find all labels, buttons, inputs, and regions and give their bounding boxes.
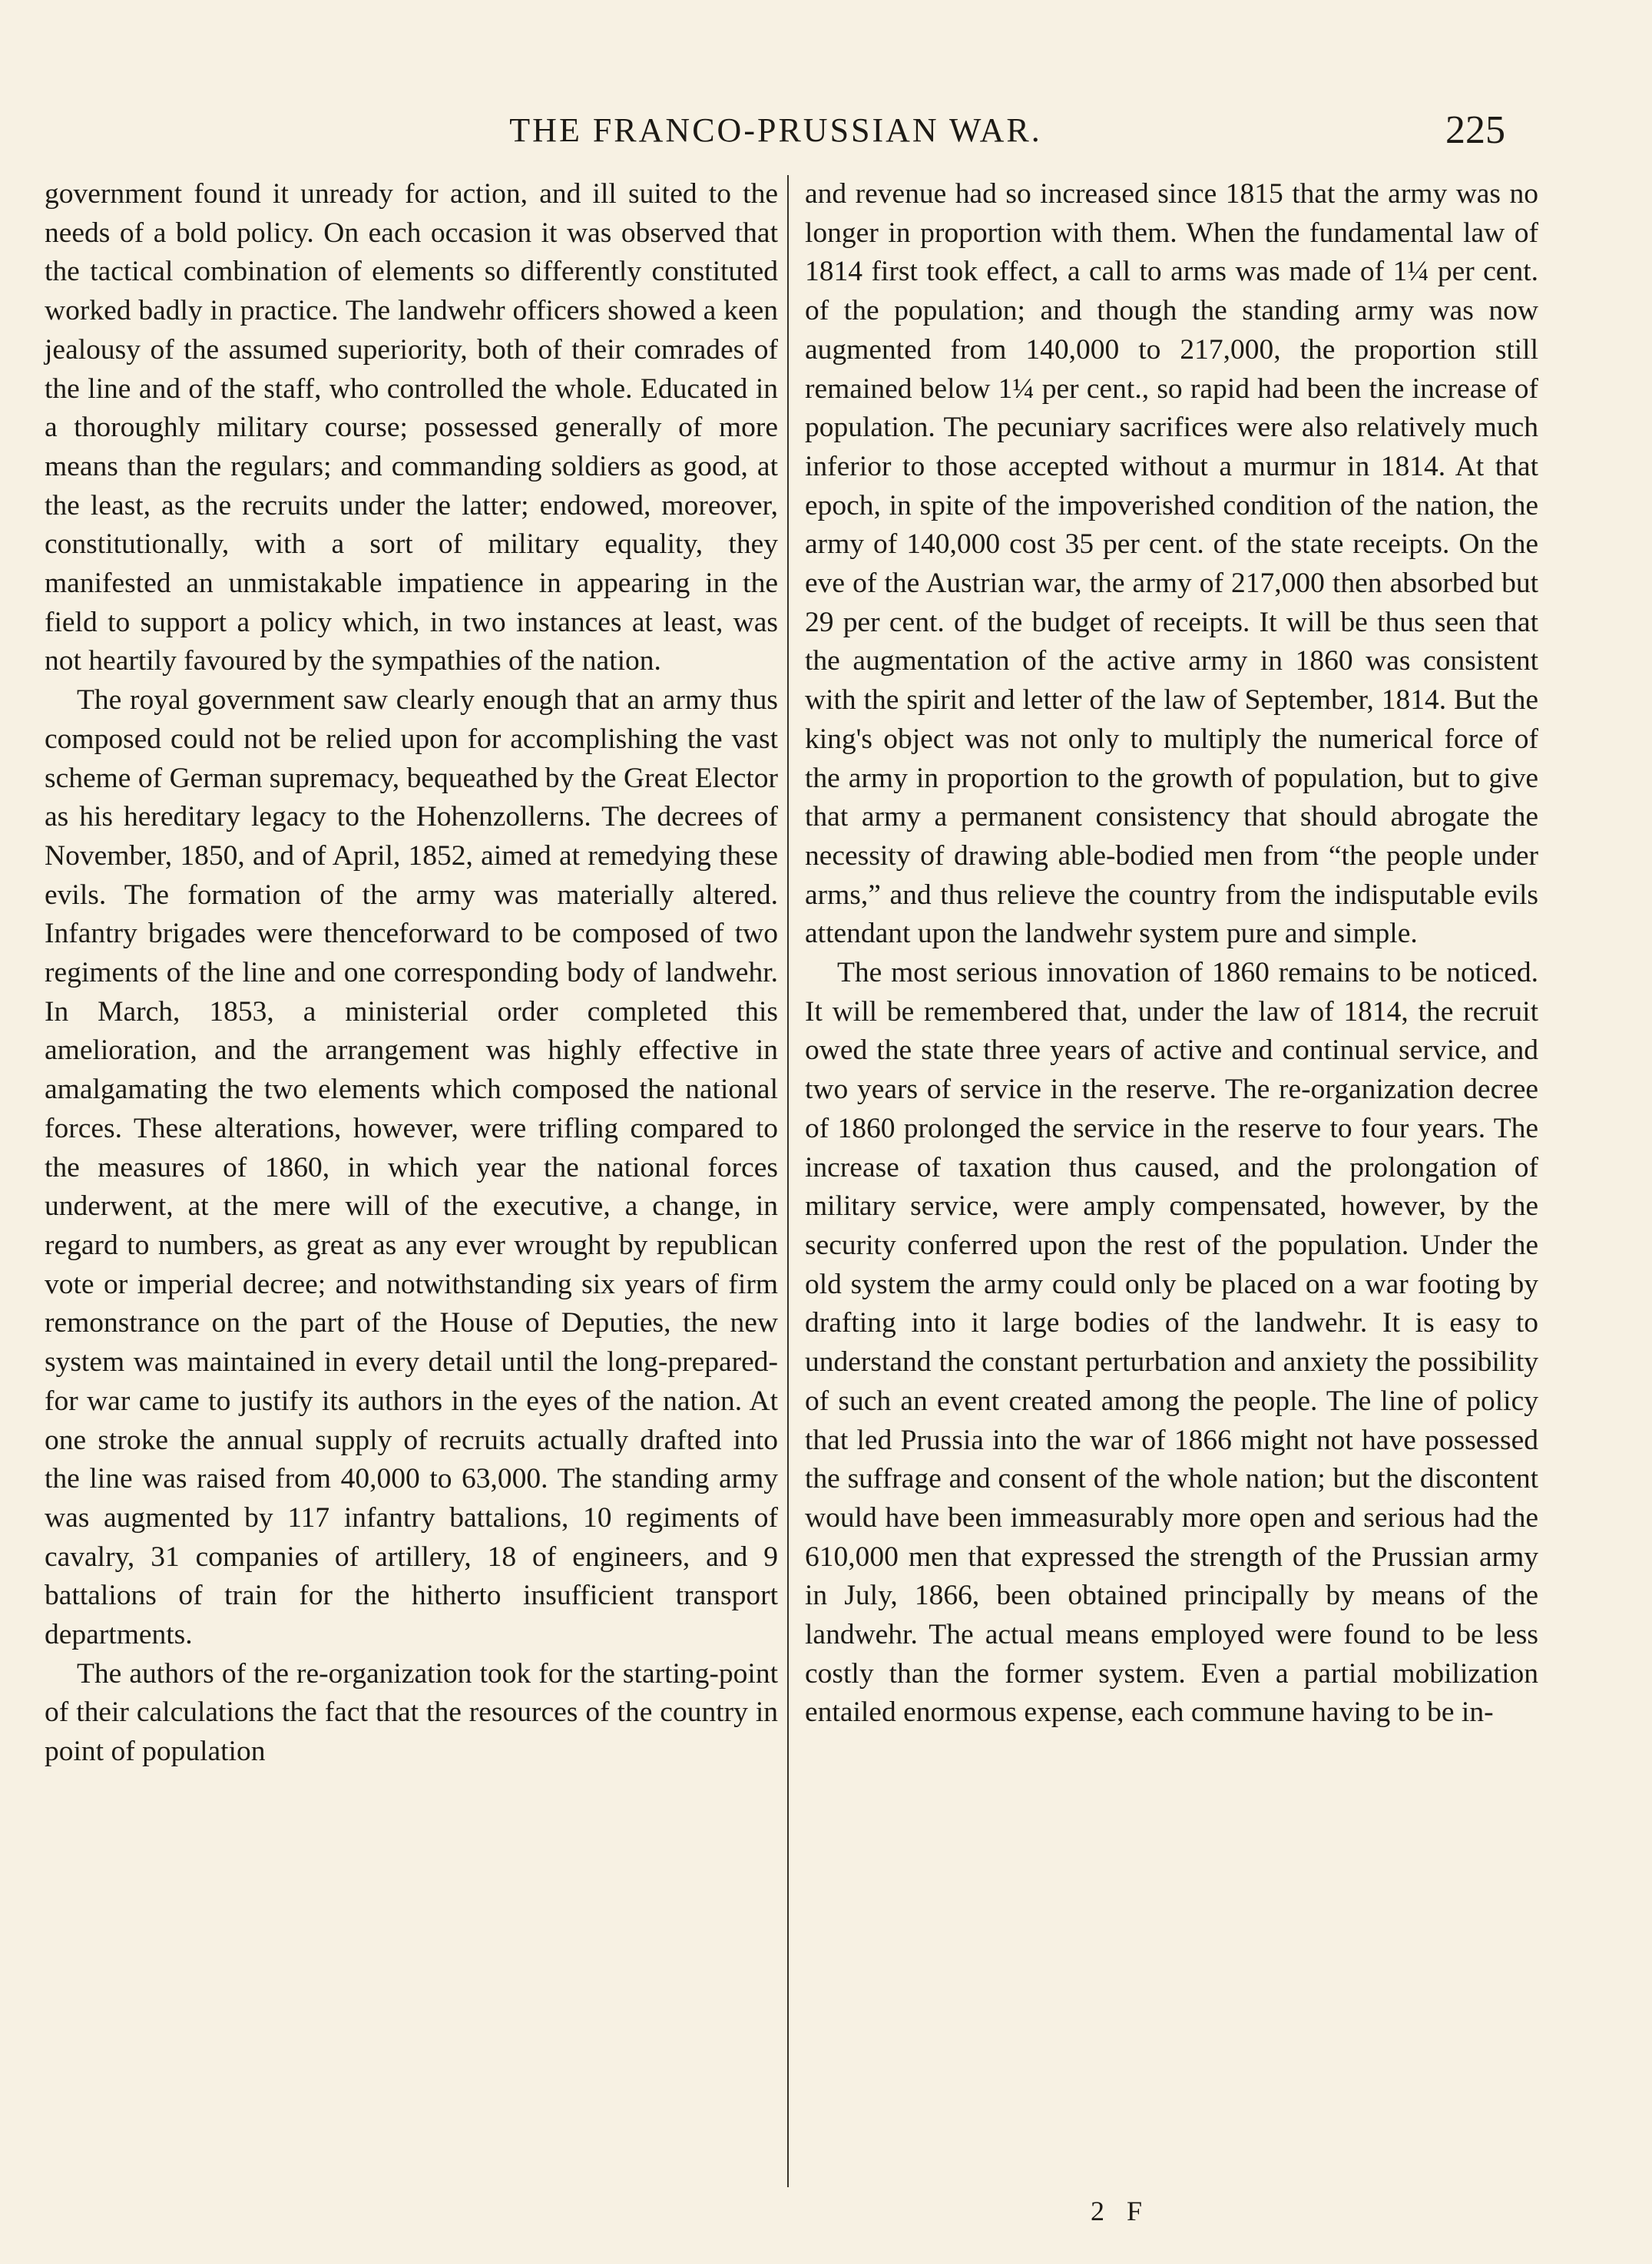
running-title: THE FRANCO-PRUSSIAN WAR. [509,111,1042,149]
paragraph: government found it unready for action, and ill suited to the needs of a bold policy. On each occasion it was observed that the tactical combination of elements so differently constituted worked badly in practice. The landwehr officers showed a keen jealousy of the assumed superiority, both of their comrades of the line and of the staff, who controlled the whole. Educated in a thoroughly military course; possessed generally of more means than the regulars; and commanding soldiers as good, at the least, as the recruits under the latter; endowed, moreover, constitutionally, with a sort of military equality, they manifested an unmistakable impatience in appearing in the field to support a policy which, in two instances at least, was not heartily favoured by the sympathies of the nation. [45,178,778,677]
signature-mark: 2 F [1091,2196,1150,2226]
page-header [46,108,1505,154]
paragraph: The most serious innovation of 1860 remains to be noticed. It will be remembered that, under the law of 1814, the recruit owed the state three years of active and continual service, and two years of service in the reserve. The re-organization decree of 1860 prolonged the service in the reserve to four years. The increase of taxation thus caused, and the prolongation of military service, were amply compensated, however, by the security conferred upon the rest of the population. Under the old system the army could only be placed on a war footing by drafting into it large bodies of the landwehr. It is easy to understand the constant perturbation and anxiety the possibility of such an event created among the people. The line of policy that led Prussia into the war of 1866 might not have possessed the suffrage and consent of the whole nation; but the discontent would have been immeasurably more open and serious had the 610,000 men that expressed the strength of the Prussian army in July, 1866, been obtained principally by means of the landwehr. The actual means employed were found to be less costly than the former system. Even a partial mobilization entailed enormous expense, each commune having to be in- [805,957,1538,1729]
left-column [45,175,778,1772]
paragraph: The royal government saw clearly enough that an army thus composed could not be relied upon for accomplishing the vast scheme of German supremacy, bequeathed by the Great Elector as his hereditary legacy to the Hohenzollerns. The decrees of November, 1850, and of April, 1852, aimed at remedying these evils. The formation of the army was materially altered. Infantry brigades were thenceforward to be composed of two regiments of the line and one corresponding body of landwehr. In March, 1853, a ministerial order completed this amelioration, and the arrangement was highly effective in amalgamating the two elements which composed the national forces. These alterations, however, were trifling compared to the measures of 1860, in which year the national forces underwent, at the mere will of the executive, a change, in regard to numbers, as great as any ever wrought by republican vote or imperial decree; and notwithstanding six years of firm remonstrance on the part of the House of Deputies, the new system was maintained in every detail until the long-prepared-for war came to justify its authors in the eyes of the nation. At one stroke the annual supply of recruits actually drafted into the line was raised from 40,000 to 63,000. The standing army was augmented by 117 infantry battalions, 10 regiments of cavalry, 31 companies of artillery, 18 of engineers, and 9 battalions of train for the hitherto insufficient transport departments. [45,684,778,1651]
page-number: 225 [1445,108,1505,152]
right-column [805,175,1538,1733]
paragraph: The authors of the re-organization took for the starting-point of their calculations the fact that the resources of the country in point of population [45,1657,778,1768]
paragraph: and revenue had so increased since 1815 that the army was no longer in proportion with them. When the fundamental law of 1814 first took effect, a call to arms was made of 1¼ per cent. of the population; and though the standing army was now augmented from 140,000 to 217,000, the proportion still remained below 1¼ per cent., so rapid had been the increase of population. The pecuniary sacrifices were also relatively much inferior to those accepted without a murmur in 1814. At that epoch, in spite of the impoverished condition of the nation, the army of 140,000 cost 35 per cent. of the state receipts. On the eve of the Austrian war, the army of 217,000 then absorbed but 29 per cent. of the budget of receipts. It will be thus seen that the augmentation of the active army in 1860 was consistent with the spirit and letter of the law of September, 1814. But the king's object was not only to multiply the numerical force of the army in proportion to the growth of population, but to give that army a permanent consistency that should abrogate the necessity of drawing able-bodied men from “the people under arms,” and thus relieve the country from the indisputable evils attendant upon the landwehr system pure and simple. [805,178,1538,950]
column-divider [787,175,789,2187]
